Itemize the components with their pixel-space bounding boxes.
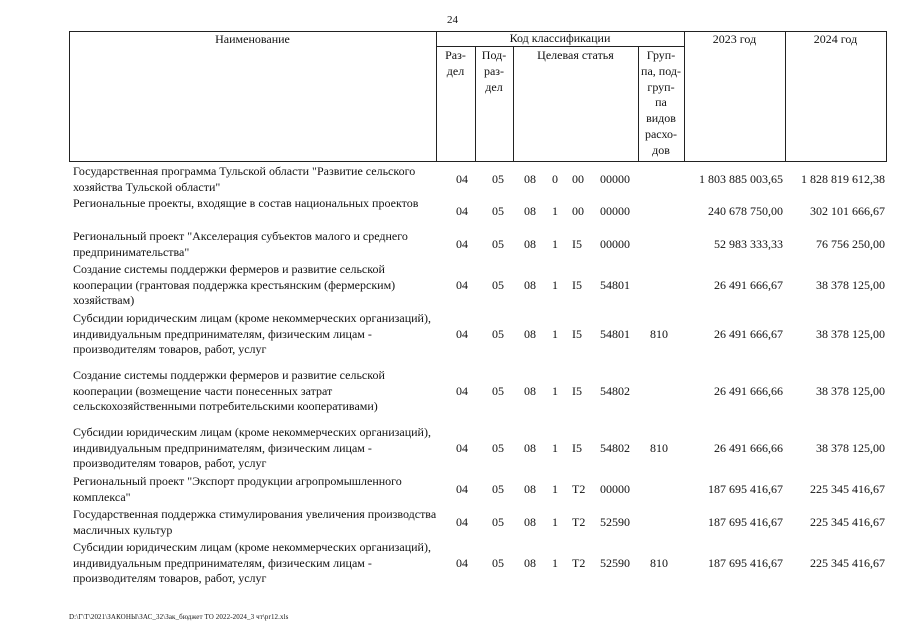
subsection-cell: 05 (492, 172, 504, 186)
header-expense-group: Груп- па, под- груп- па видов расхо- дов (641, 48, 681, 157)
row-name: Государственная поддержка стимулирования увеличения производства масличных культур (73, 507, 437, 537)
subsection-cell: 05 (492, 556, 504, 570)
expense-group-cell: 810 (650, 441, 668, 455)
row-name: Создание системы поддержки фермеров и развитие сельской кооперации (возмещение части понесенных затрат сельскохозяйственными потребительскими кооперативами) (73, 368, 385, 414)
section-cell: 04 (456, 237, 468, 251)
expense-group-cell: 810 (650, 556, 668, 570)
subprogram-code-cell: 1 (552, 204, 558, 218)
amount-2023-cell: 26 491 666,67 (714, 278, 783, 292)
amount-2023-cell: 26 491 666,67 (714, 327, 783, 341)
subsection-cell: 05 (492, 384, 504, 398)
amount-2023-cell: 26 491 666,66 (714, 441, 783, 455)
program-code-cell: 08 (524, 327, 536, 341)
project-code-cell: I5 (572, 441, 582, 455)
amount-2024-cell: 302 101 666,67 (810, 204, 885, 218)
subprogram-code-cell: 1 (552, 482, 558, 496)
subprogram-code-cell: 1 (552, 237, 558, 251)
table-row (0, 540, 905, 588)
header-year-2023: 2023 год (712, 32, 757, 46)
amount-2023-cell: 187 695 416,67 (708, 482, 783, 496)
program-code-cell: 08 (524, 515, 536, 529)
table-row (0, 196, 905, 228)
amount-2023-cell: 187 695 416,67 (708, 556, 783, 570)
row-name: Субсидии юридическим лицам (кроме некоммерческих организаций), индивидуальным предпринимателям, физическим лицам - производителям товаров, работ, услуг (73, 540, 431, 586)
table-row (0, 425, 905, 473)
program-code-cell: 08 (524, 278, 536, 292)
project-code-cell: I5 (572, 237, 582, 251)
direction-code-cell: 54801 (600, 327, 630, 341)
subprogram-code-cell: 1 (552, 441, 558, 455)
table-row (0, 474, 905, 506)
amount-2023-cell: 240 678 750,00 (708, 204, 783, 218)
section-cell: 04 (456, 441, 468, 455)
direction-code-cell: 00000 (600, 482, 630, 496)
subprogram-code-cell: 1 (552, 384, 558, 398)
amount-2024-cell: 38 378 125,00 (816, 327, 885, 341)
row-name: Региональный проект "Экспорт продукции агропромышленного комплекса" (73, 474, 402, 504)
project-code-cell: T2 (572, 482, 586, 496)
header-classification-code: Код классификации (509, 31, 611, 45)
program-code-cell: 08 (524, 204, 536, 218)
section-cell: 04 (456, 278, 468, 292)
direction-code-cell: 00000 (600, 204, 630, 218)
footer-file-path: D:\Г\Т\2021\ЗАКОНЫ\ЗАС_32\Зак_бюджет ТО 2022-2024_3 чт\pr12.xls (69, 613, 289, 621)
table-row (0, 164, 905, 196)
subprogram-code-cell: 1 (552, 278, 558, 292)
project-code-cell: I5 (572, 278, 582, 292)
subsection-cell: 05 (492, 237, 504, 251)
subprogram-code-cell: 1 (552, 327, 558, 341)
row-name: Субсидии юридическим лицам (кроме некоммерческих организаций), индивидуальным предпринимателям, физическим лицам - производителям товаров, работ, услуг (73, 311, 431, 357)
direction-code-cell: 52590 (600, 556, 630, 570)
section-cell: 04 (456, 482, 468, 496)
amount-2023-cell: 187 695 416,67 (708, 515, 783, 529)
subsection-cell: 05 (492, 515, 504, 529)
direction-code-cell: 52590 (600, 515, 630, 529)
table-row (0, 507, 905, 539)
project-code-cell: I5 (572, 327, 582, 341)
section-cell: 04 (456, 515, 468, 529)
subsection-cell: 05 (492, 327, 504, 341)
amount-2024-cell: 38 378 125,00 (816, 278, 885, 292)
header-section: Раз- дел (445, 48, 466, 78)
amount-2024-cell: 38 378 125,00 (816, 384, 885, 398)
header-target-article: Целевая статья (537, 48, 614, 62)
header-year-2024: 2024 год (813, 32, 858, 46)
subsection-cell: 05 (492, 278, 504, 292)
table-row (0, 262, 905, 310)
section-cell: 04 (456, 172, 468, 186)
program-code-cell: 08 (524, 384, 536, 398)
project-code-cell: 00 (572, 204, 584, 218)
subprogram-code-cell: 1 (552, 556, 558, 570)
amount-2024-cell: 38 378 125,00 (816, 441, 885, 455)
table-row (0, 368, 905, 416)
table-row (0, 229, 905, 261)
row-name: Субсидии юридическим лицам (кроме некоммерческих организаций), индивидуальным предпринимателям, физическим лицам - производителям товаров, работ, услуг (73, 425, 431, 471)
amount-2024-cell: 225 345 416,67 (810, 515, 885, 529)
direction-code-cell: 00000 (600, 172, 630, 186)
subprogram-code-cell: 1 (552, 515, 558, 529)
section-cell: 04 (456, 327, 468, 341)
amount-2024-cell: 225 345 416,67 (810, 482, 885, 496)
amount-2023-cell: 26 491 666,66 (714, 384, 783, 398)
program-code-cell: 08 (524, 482, 536, 496)
row-name: Государственная программа Тульской области "Развитие сельского хозяйства Тульской области" (73, 164, 416, 194)
direction-code-cell: 54802 (600, 384, 630, 398)
row-name: Создание системы поддержки фермеров и развитие сельской кооперации (грантовая поддержка крестьянским (фермерским) хозяйствам) (73, 262, 396, 308)
program-code-cell: 08 (524, 172, 536, 186)
amount-2024-cell: 1 828 819 612,38 (801, 172, 885, 186)
direction-code-cell: 54801 (600, 278, 630, 292)
amount-2023-cell: 52 983 333,33 (714, 237, 783, 251)
section-cell: 04 (456, 204, 468, 218)
direction-code-cell: 00000 (600, 237, 630, 251)
subprogram-code-cell: 0 (552, 172, 558, 186)
direction-code-cell: 54802 (600, 441, 630, 455)
project-code-cell: 00 (572, 172, 584, 186)
row-name: Региональный проект "Акселерация субъектов малого и среднего предпринимательства" (73, 229, 408, 259)
project-code-cell: I5 (572, 384, 582, 398)
project-code-cell: T2 (572, 556, 586, 570)
program-code-cell: 08 (524, 237, 536, 251)
subsection-cell: 05 (492, 204, 504, 218)
header-name: Наименование (215, 32, 290, 46)
expense-group-cell: 810 (650, 327, 668, 341)
program-code-cell: 08 (524, 441, 536, 455)
header-subsection: Под- раз- дел (481, 48, 507, 94)
section-cell: 04 (456, 384, 468, 398)
program-code-cell: 08 (524, 556, 536, 570)
amount-2024-cell: 76 756 250,00 (816, 237, 885, 251)
row-name: Региональные проекты, входящие в состав национальных проектов (73, 196, 419, 210)
table-header (69, 31, 887, 162)
subsection-cell: 05 (492, 441, 504, 455)
section-cell: 04 (456, 556, 468, 570)
page-number: 24 (447, 14, 458, 26)
table-row (0, 311, 905, 359)
amount-2023-cell: 1 803 885 003,65 (699, 172, 783, 186)
amount-2024-cell: 225 345 416,67 (810, 556, 885, 570)
project-code-cell: T2 (572, 515, 586, 529)
subsection-cell: 05 (492, 482, 504, 496)
